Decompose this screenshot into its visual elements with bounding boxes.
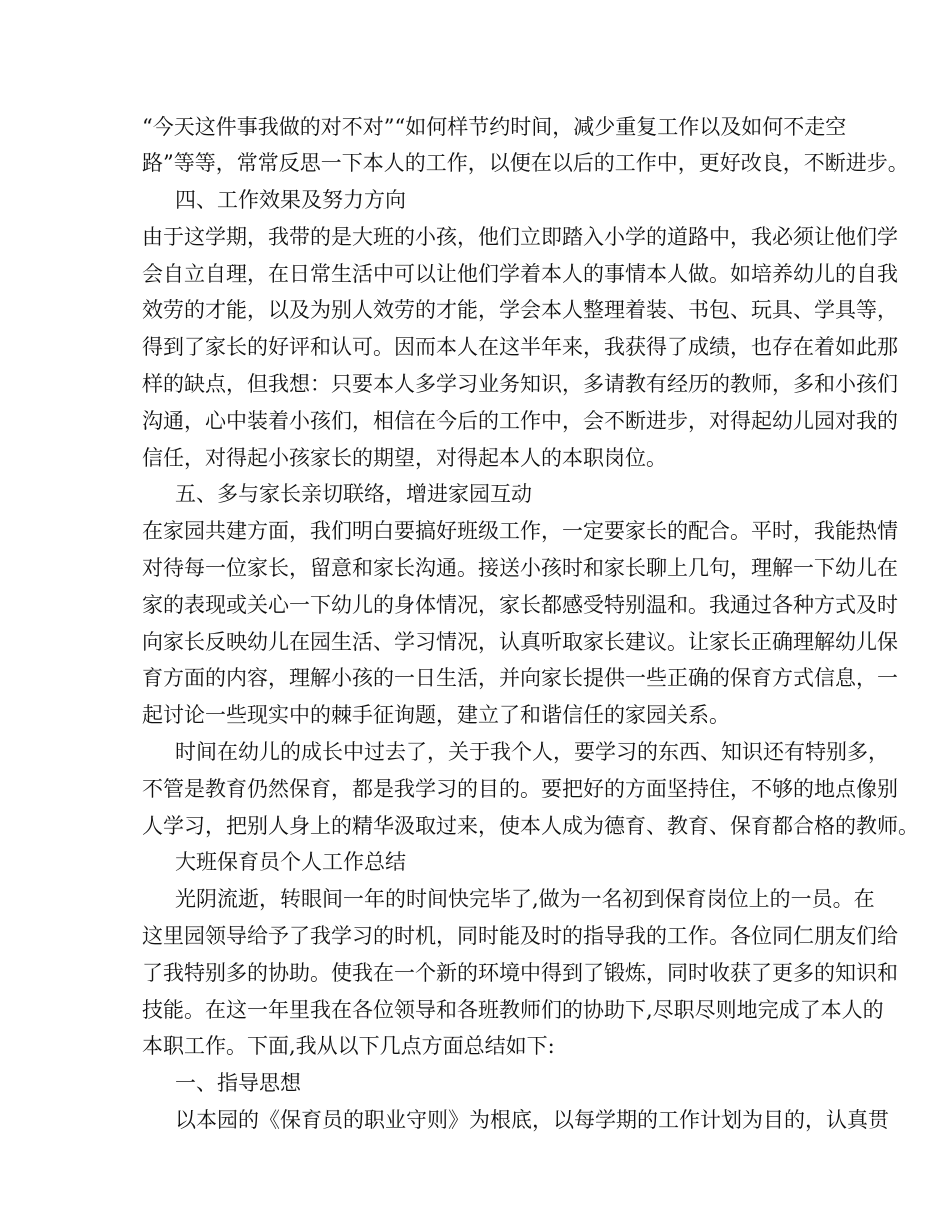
text-line: 了我特别多的协助。使我在一个新的环境中得到了锻炼，同时收获了更多的知识和 xyxy=(142,961,898,985)
text-line: 在家园共建方面，我们明白要搞好班级工作，一定要家长的配合。平时，我能热情 xyxy=(142,519,898,543)
text-line: 沟通，心中装着小孩们，相信在今后的工作中，会不断进步，对得起幼儿园对我的 xyxy=(142,409,898,433)
text-line: 家的表现或关心一下幼儿的身体情况，家长都感受特别温和。我通过各种方式及时 xyxy=(142,593,898,617)
text-line: 起讨论一些现实中的棘手征询题，建立了和谐信任的家园关系。 xyxy=(142,703,730,727)
text-line: 以本园的《保育员的职业守则》为根底，以每学期的工作计划为目的，认真贯 xyxy=(175,1108,889,1132)
text-line: 效劳的才能，以及为别人效劳的才能，学会本人整理着装、书包、玩具、学具等， xyxy=(142,298,898,322)
text-line: 路”等等，常常反思一下本人的工作，以便在以后的工作中，更好改良，不断进步。 xyxy=(142,151,909,175)
text-line: 光阴流逝，转眼间一年的时间快完毕了,做为一名初到保育岗位上的一员。在 xyxy=(175,887,875,911)
text-line: 信任，对得起小孩家长的期望，对得起本人的本职岗位。 xyxy=(142,446,667,470)
text-line: 得到了家长的好评和认可。因而本人在这半年来，我获得了成绩，也存在着如此那 xyxy=(142,335,898,359)
text-line: 技能。在这一年里我在各位领导和各班教师们的协助下,尽职尽则地完成了本人的 xyxy=(142,998,884,1022)
section-heading: 一、指导思想 xyxy=(175,1071,301,1095)
text-line: “今天这件事我做的对不对”“如何样节约时间，减少重复工作以及如何不走空 xyxy=(142,115,847,139)
text-line: 这里园领导给予了我学习的时机，同时能及时的指导我的工作。各位同仁朋友们给 xyxy=(142,924,898,948)
text-line: 向家长反映幼儿在园生活、学习情况，认真听取家长建议。让家长正确理解幼儿保 xyxy=(142,630,898,654)
text-line: 时间在幼儿的成长中过去了，关于我个人，要学习的东西、知识还有特别多， xyxy=(175,740,889,764)
section-heading: 五、多与家长亲切联络，增进家园互动 xyxy=(175,482,532,506)
text-line: 人学习，把别人身上的精华汲取过来，使本人成为德育、教育、保育都合格的教师。 xyxy=(142,814,919,838)
text-line: 不管是教育仍然保育，都是我学习的目的。要把好的方面坚持住，不够的地点像别 xyxy=(142,777,898,801)
text-line: 会自立自理，在日常生活中可以让他们学着本人的事情本人做。如培养幼儿的自我 xyxy=(142,262,898,286)
section-title: 大班保育员个人工作总结 xyxy=(175,850,406,874)
text-line: 样的缺点，但我想：只要本人多学习业务知识，多请教有经历的教师，多和小孩们 xyxy=(142,372,898,396)
section-heading: 四、工作效果及努力方向 xyxy=(175,188,406,212)
text-line: 对待每一位家长，留意和家长沟通。接送小孩时和家长聊上几句，理解一下幼儿在 xyxy=(142,556,898,580)
text-line: 由于这学期，我带的是大班的小孩，他们立即踏入小学的道路中，我必须让他们学 xyxy=(142,225,898,249)
text-line: 育方面的内容，理解小孩的一日生活，并向家长提供一些正确的保育方式信息，一 xyxy=(142,666,898,690)
text-line: 本职工作。下面,我从以下几点方面总结如下: xyxy=(142,1034,555,1058)
